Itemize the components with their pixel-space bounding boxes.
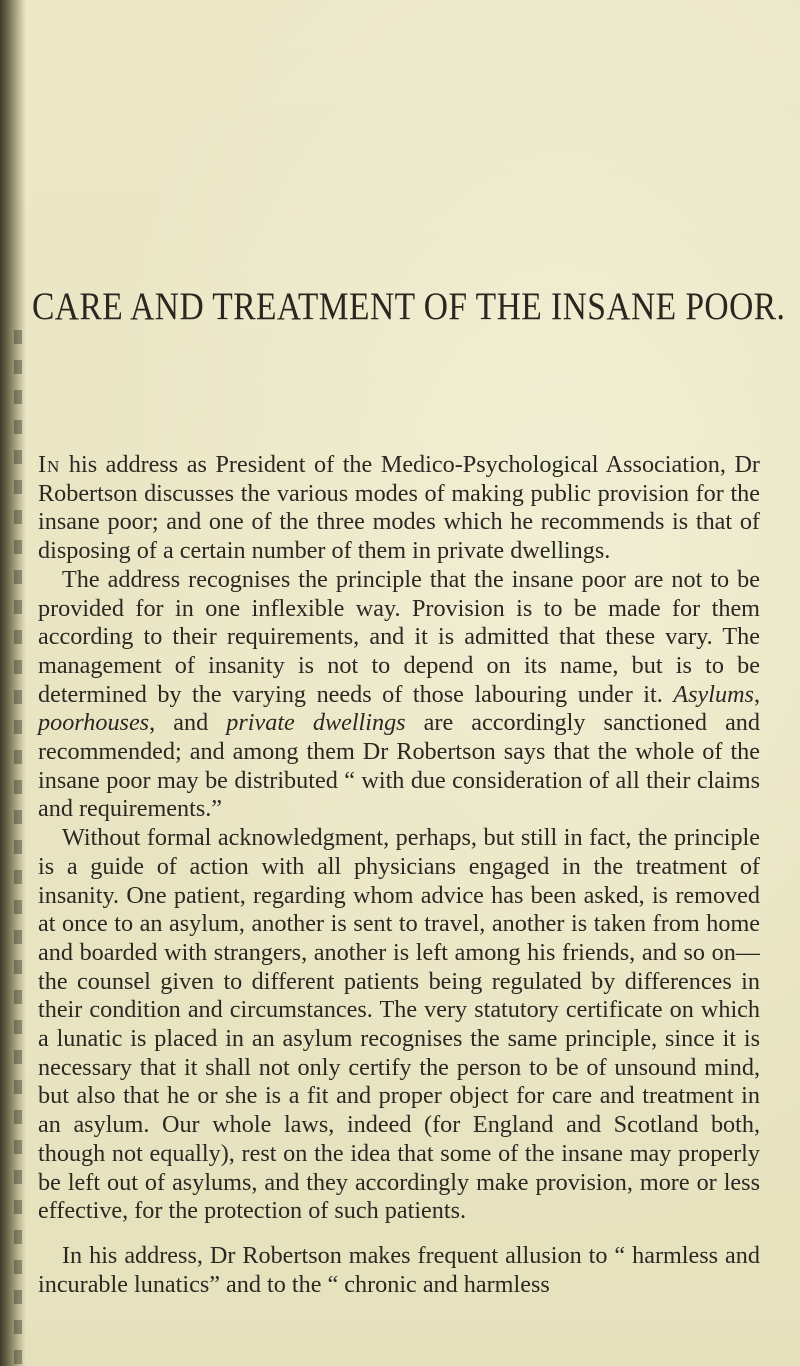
body-text bbox=[38, 451, 760, 1299]
paragraph-2-emphasis-poorhouses: poorhouses bbox=[38, 709, 150, 737]
paragraph-2-sep-1: , bbox=[753, 680, 760, 708]
binding-edge-marks bbox=[14, 330, 22, 1366]
page-title: CARE AND TREATMENT OF THE INSANE POOR. bbox=[32, 285, 786, 328]
binding-gutter bbox=[0, 0, 26, 1366]
paragraph-2-emphasis-asylums: Asylums bbox=[673, 680, 754, 708]
paragraph-2-after: are accordingly sanctioned and recommended; and among them Dr Robertson says that the whole of the insane poor may be distributed “ with due consideration of all their claims and requirements.” bbox=[38, 709, 760, 823]
paragraph-4: In his address, Dr Robertson makes frequent allusion to “ harmless and incurable lunatics” and to the “ chronic and harmless bbox=[38, 1241, 760, 1298]
paragraph-1-lead: In bbox=[38, 451, 61, 478]
paragraph-1 bbox=[38, 451, 760, 566]
paragraph-2-emphasis-private-dwellings: private dwellings bbox=[226, 709, 406, 737]
paragraph-2-before: The address recognises the principle that the insane poor are not to be provided for in one inflexible way. Provision is to be made for them according to their requirements, and it is admitted that these vary. The management of insanity is not to depend on its name, but is to be determined by the varying needs of those labouring under it. bbox=[38, 565, 760, 708]
paragraph-3: Without formal acknowledgment, perhaps, but still in fact, the principle is a guide of action with all physicians engaged in the treatment of insanity. One patient, regarding whom advice has been asked, is removed at once to an asylum, another is sent to travel, another is taken from home and boarded with strangers, another is left among his friends, and so on—the counsel given to different patients being regulated by differences in their condition and circumstances. The very statutory certificate on which a lunatic is placed in an asylum recognises the same principle, since it is necessary that it shall not only certify the person to be of unsound mind, but also that he or she is a fit and proper object for care and treatment in an asylum. Our whole laws, indeed (for England and Scotland both, though not equally), rest on the idea that some of the insane may properly be left out of asylums, and they accordingly make provision, more or less effective, for the protection of such patients. bbox=[38, 824, 760, 1225]
paragraph-2-sep-2: , and bbox=[149, 709, 227, 737]
paragraph-2 bbox=[38, 566, 760, 824]
paragraph-1-text: his address as President of the Medico-Psychological Association, Dr Robertson discusses the various modes of making public provision for the insane poor; and one of the three modes which he recommends is that of disposing of a certain number of them in private dwellings. bbox=[38, 451, 760, 565]
